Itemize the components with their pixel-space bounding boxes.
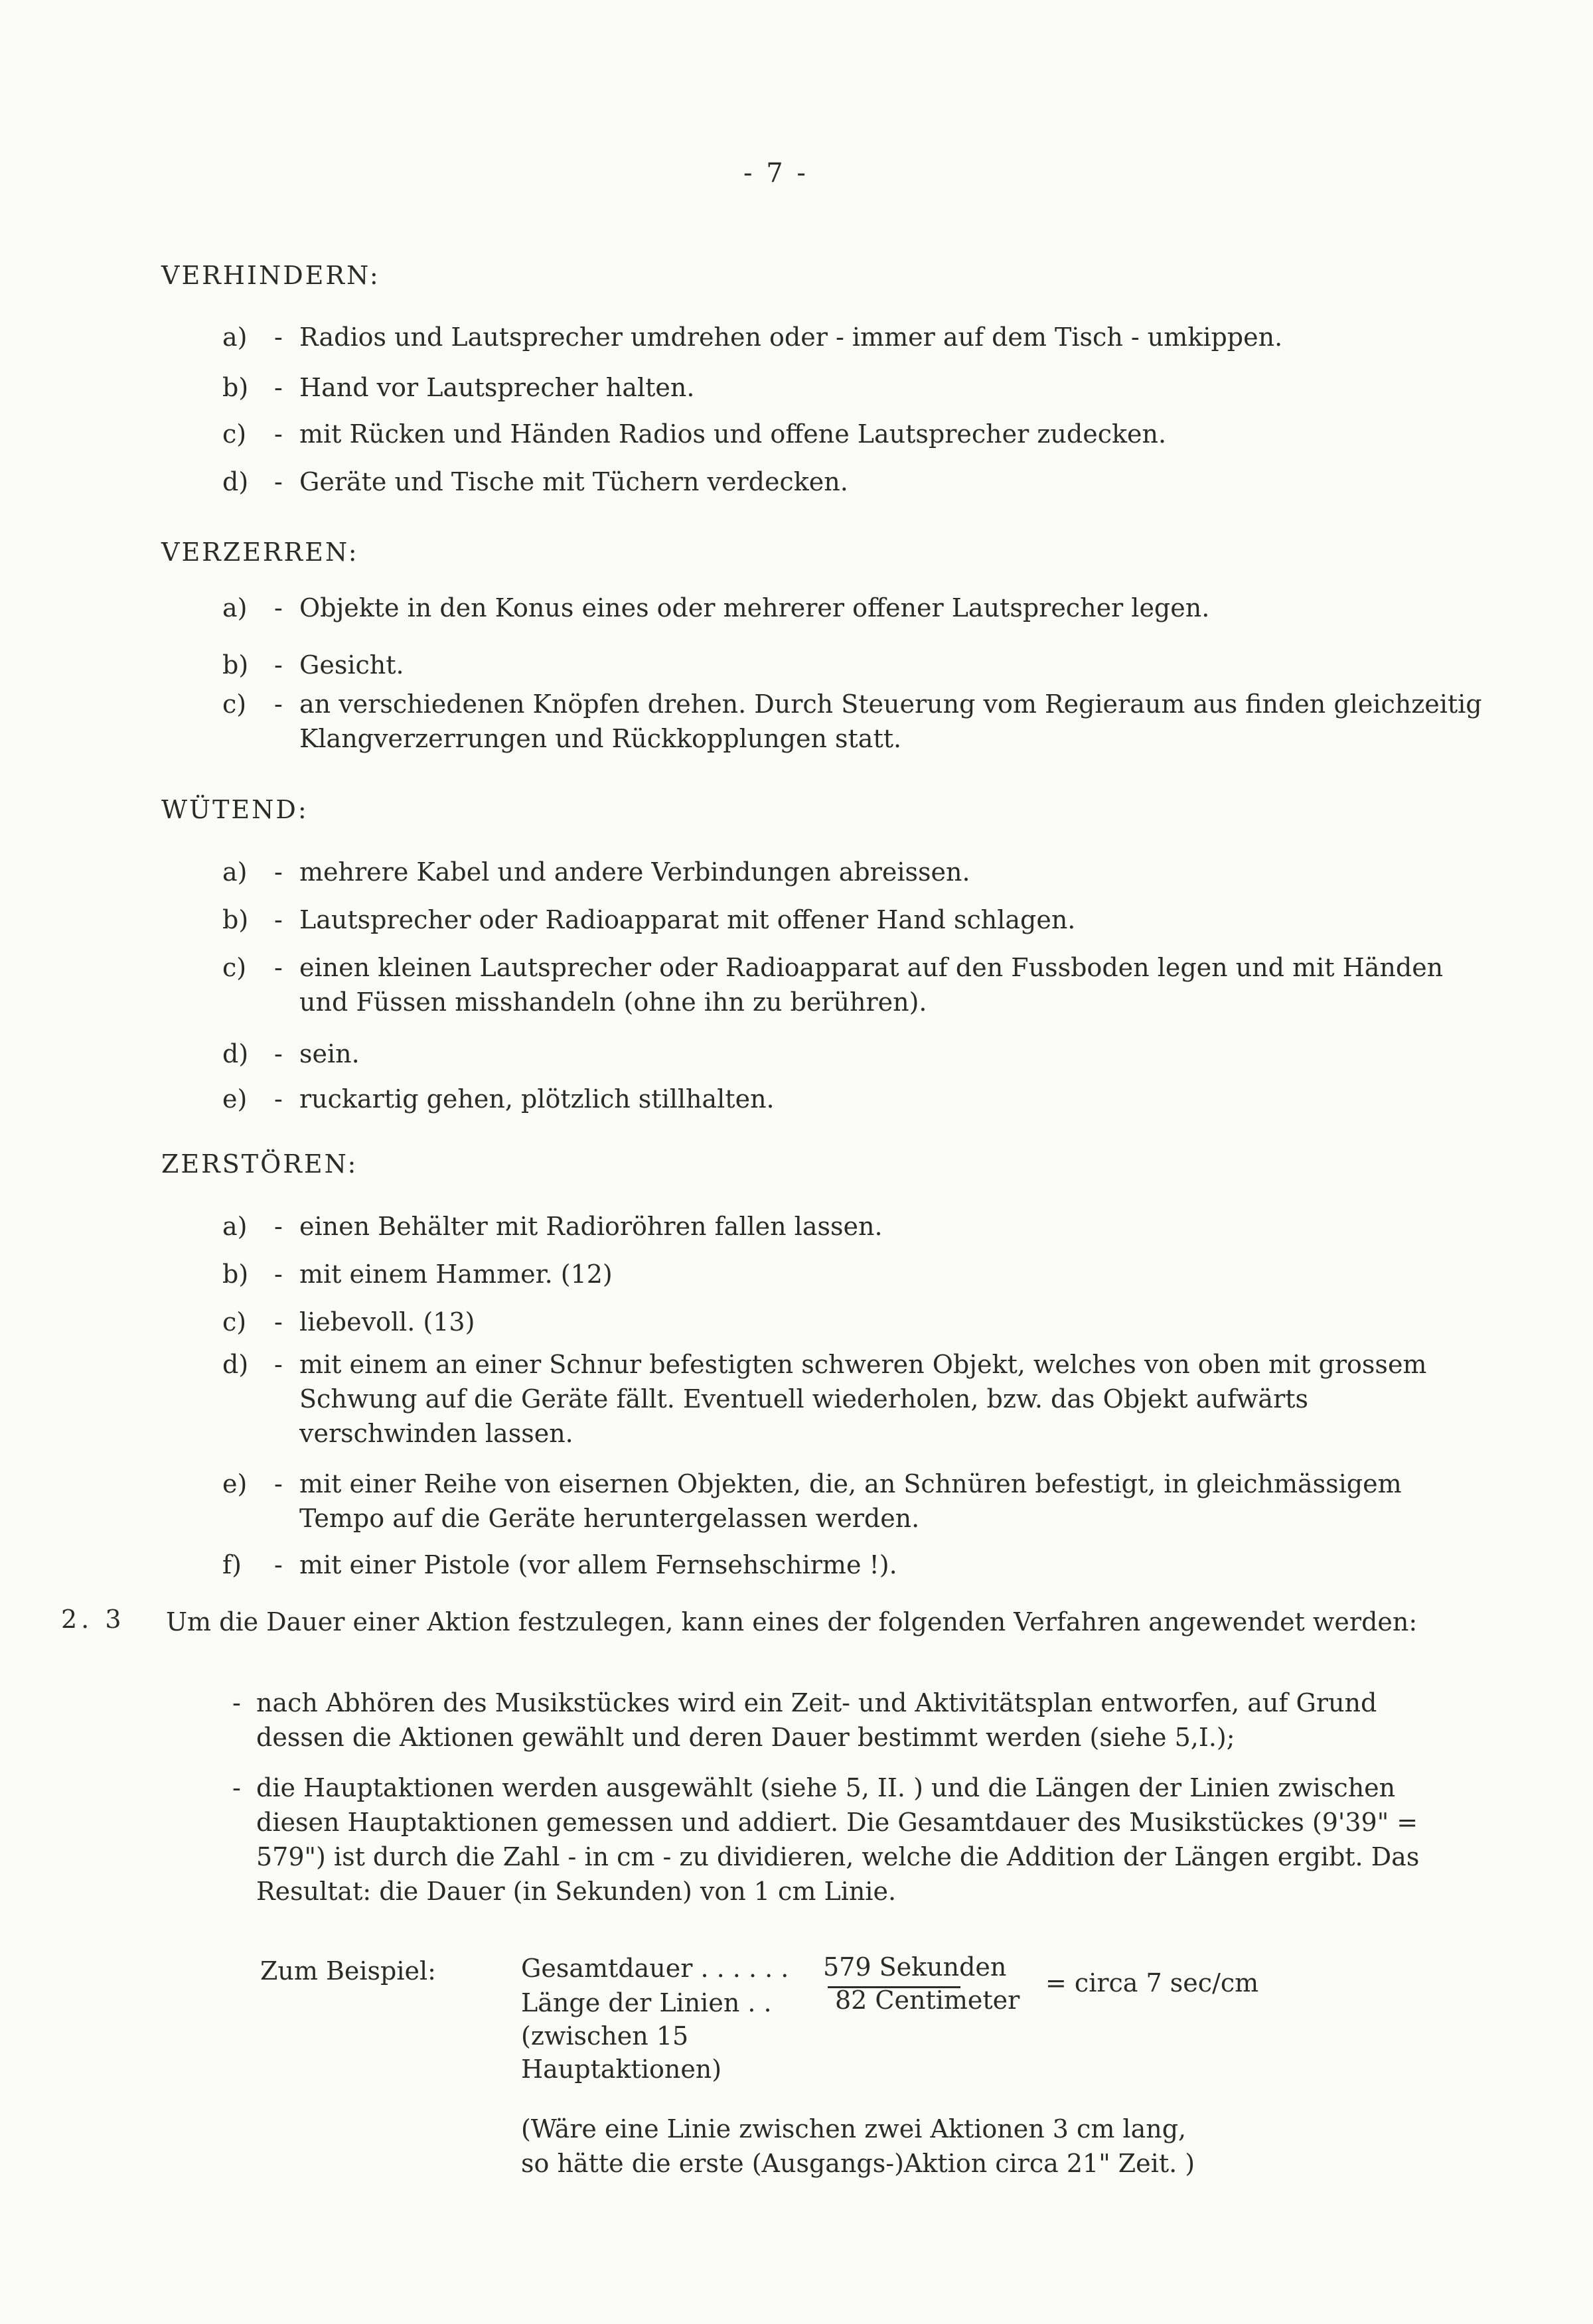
item-dash: - — [274, 905, 283, 934]
item-label: a) — [222, 323, 248, 352]
item-label: c) — [222, 690, 247, 719]
item-dash: - — [274, 650, 283, 680]
item-label: a) — [222, 857, 248, 887]
example-row4: Hauptaktionen) — [521, 2055, 722, 2084]
section-heading-zerstoeren: ZERSTÖREN: — [161, 1149, 358, 1179]
item-label: c) — [222, 1307, 247, 1337]
list-item — [222, 855, 1483, 889]
item-dash: - — [274, 953, 283, 982]
list-item — [222, 1082, 1483, 1116]
section-heading-verhindern: VERHINDERN: — [161, 261, 380, 290]
example-length-value: 82 Centimeter — [835, 1986, 1020, 2015]
list-item — [222, 320, 1483, 354]
list-item — [222, 950, 1483, 1019]
item-dash: - — [274, 1469, 283, 1498]
list-item — [222, 687, 1483, 756]
item-dash: - — [274, 1039, 283, 1068]
section-intro: Um die Dauer einer Aktion festzulegen, kann eines der folgenden Verfahren angewendet werden: — [166, 1607, 1418, 1636]
item-label: d) — [222, 1350, 249, 1379]
item-label: e) — [222, 1084, 248, 1114]
item-text: einen Behälter mit Radioröhren fallen lassen. — [299, 1212, 883, 1241]
item-dash: - — [274, 1260, 283, 1289]
item-label: f) — [222, 1550, 242, 1579]
example-label: Zum Beispiel: — [260, 1956, 436, 1986]
item-label: e) — [222, 1469, 248, 1498]
item-text: Objekte in den Konus eines oder mehrerer offener Lautsprecher legen. — [299, 593, 1210, 622]
item-dash: - — [274, 373, 283, 402]
item-dash: - — [274, 1307, 283, 1337]
item-text: mehrere Kabel und andere Verbindungen abreissen. — [299, 857, 970, 887]
item-dash: - — [274, 857, 283, 887]
example-total-label: Gesamtdauer . . . . . . — [521, 1954, 789, 1983]
example-note-line2: so hätte die erste (Ausgangs-)Aktion circa 21" Zeit. ) — [521, 2149, 1195, 2178]
list-item — [222, 903, 1483, 937]
example-total-value: 579 Sekunden — [823, 1952, 1007, 1982]
example-row3: (zwischen 15 — [521, 2021, 689, 2051]
item-text: Geräte und Tische mit Tüchern verdecken. — [299, 467, 848, 496]
item-text: Gesicht. — [299, 650, 404, 680]
item-text: mit Rücken und Händen Radios und offene Lautsprecher zudecken. — [299, 419, 1167, 449]
item-text: liebevoll. (13) — [299, 1307, 475, 1337]
item-text: mit einem an einer Schnur befestigten schweren Objekt, welches von oben mit grossem Schwung auf die Geräte fällt. Eventuell wiederholen, bzw. das Objekt aufwärts verschwinden lassen. — [299, 1350, 1427, 1448]
item-dash: - — [274, 419, 283, 449]
list-item — [222, 1305, 1483, 1339]
bullet-item — [232, 1771, 1467, 1909]
bullet-text: die Hauptaktionen werden ausgewählt (siehe 5, II. ) und die Längen der Linien zwischen diesen Hauptaktionen gemessen und addiert. Die Gesamtdauer des Musikstückes (9'39" = 579") ist durch die Zahl - in cm - zu dividieren, welche die Addition der Längen ergibt. Das Resultat: die Dauer (in Sekunden) von 1 cm Linie. — [256, 1773, 1420, 1906]
item-dash: - — [274, 1084, 283, 1114]
item-text: an verschiedenen Knöpfen drehen. Durch Steuerung vom Regieraum aus finden gleichzeitig Klangverzerrungen und Rückkopplungen statt. — [299, 690, 1482, 753]
item-label: a) — [222, 593, 248, 622]
list-item — [222, 370, 1483, 405]
item-text: ruckartig gehen, plötzlich stillhalten. — [299, 1084, 775, 1114]
item-dash: - — [274, 1550, 283, 1579]
bullet-item — [232, 1686, 1467, 1755]
item-dash: - — [274, 690, 283, 719]
list-item — [222, 1548, 1483, 1582]
example-result: = circa 7 sec/cm — [1045, 1968, 1259, 1997]
section-number: 2. 3 — [61, 1605, 125, 1634]
item-label: c) — [222, 953, 247, 982]
item-label: a) — [222, 1212, 248, 1241]
example-length-label: Länge der Linien . . — [521, 1988, 772, 2017]
item-label: b) — [222, 373, 249, 402]
item-text: mit einem Hammer. (12) — [299, 1260, 613, 1289]
item-label: d) — [222, 1039, 249, 1068]
item-label: b) — [222, 905, 249, 934]
item-text: einen kleinen Lautsprecher oder Radioapparat auf den Fussboden legen und mit Händen und Füssen misshandeln (ohne ihn zu berühren). — [299, 953, 1444, 1017]
item-text: Radios und Lautsprecher umdrehen oder - immer auf dem Tisch - umkippen. — [299, 323, 1283, 352]
item-dash: - — [274, 593, 283, 622]
list-item — [222, 465, 1483, 499]
item-label: c) — [222, 419, 247, 449]
list-item — [222, 648, 1483, 682]
list-item — [222, 417, 1483, 451]
bullet-dash: - — [232, 1773, 241, 1802]
section-heading-wuetend: WÜTEND: — [161, 795, 309, 824]
item-dash: - — [274, 467, 283, 496]
item-text: mit einer Reihe von eisernen Objekten, die, an Schnüren befestigt, in gleichmässigem Tempo auf die Geräte heruntergelassen werden. — [299, 1469, 1402, 1533]
item-dash: - — [274, 323, 283, 352]
bullet-dash: - — [232, 1688, 241, 1717]
item-dash: - — [274, 1212, 283, 1241]
list-item — [222, 1467, 1483, 1536]
list-item — [222, 591, 1483, 625]
list-item — [222, 1037, 1483, 1071]
item-text: mit einer Pistole (vor allem Fernsehschirme !). — [299, 1550, 897, 1579]
item-text: sein. — [299, 1039, 360, 1068]
list-item — [222, 1257, 1483, 1291]
item-label: d) — [222, 467, 249, 496]
list-item — [222, 1347, 1483, 1451]
item-text: Lautsprecher oder Radioapparat mit offener Hand schlagen. — [299, 905, 1076, 934]
item-label: b) — [222, 650, 249, 680]
section-heading-verzerren: VERZERREN: — [161, 538, 359, 567]
item-text: Hand vor Lautsprecher halten. — [299, 373, 695, 402]
item-label: b) — [222, 1260, 249, 1289]
page-number: - 7 - — [743, 158, 808, 188]
item-dash: - — [274, 1350, 283, 1379]
bullet-text: nach Abhören des Musikstückes wird ein Zeit- und Aktivitätsplan entworfen, auf Grund dessen die Aktionen gewählt und deren Dauer bestimmt werden (siehe 5,I.); — [256, 1688, 1377, 1752]
list-item — [222, 1209, 1483, 1244]
example-note-line1: (Wäre eine Linie zwischen zwei Aktionen 3 cm lang, — [521, 2114, 1187, 2143]
